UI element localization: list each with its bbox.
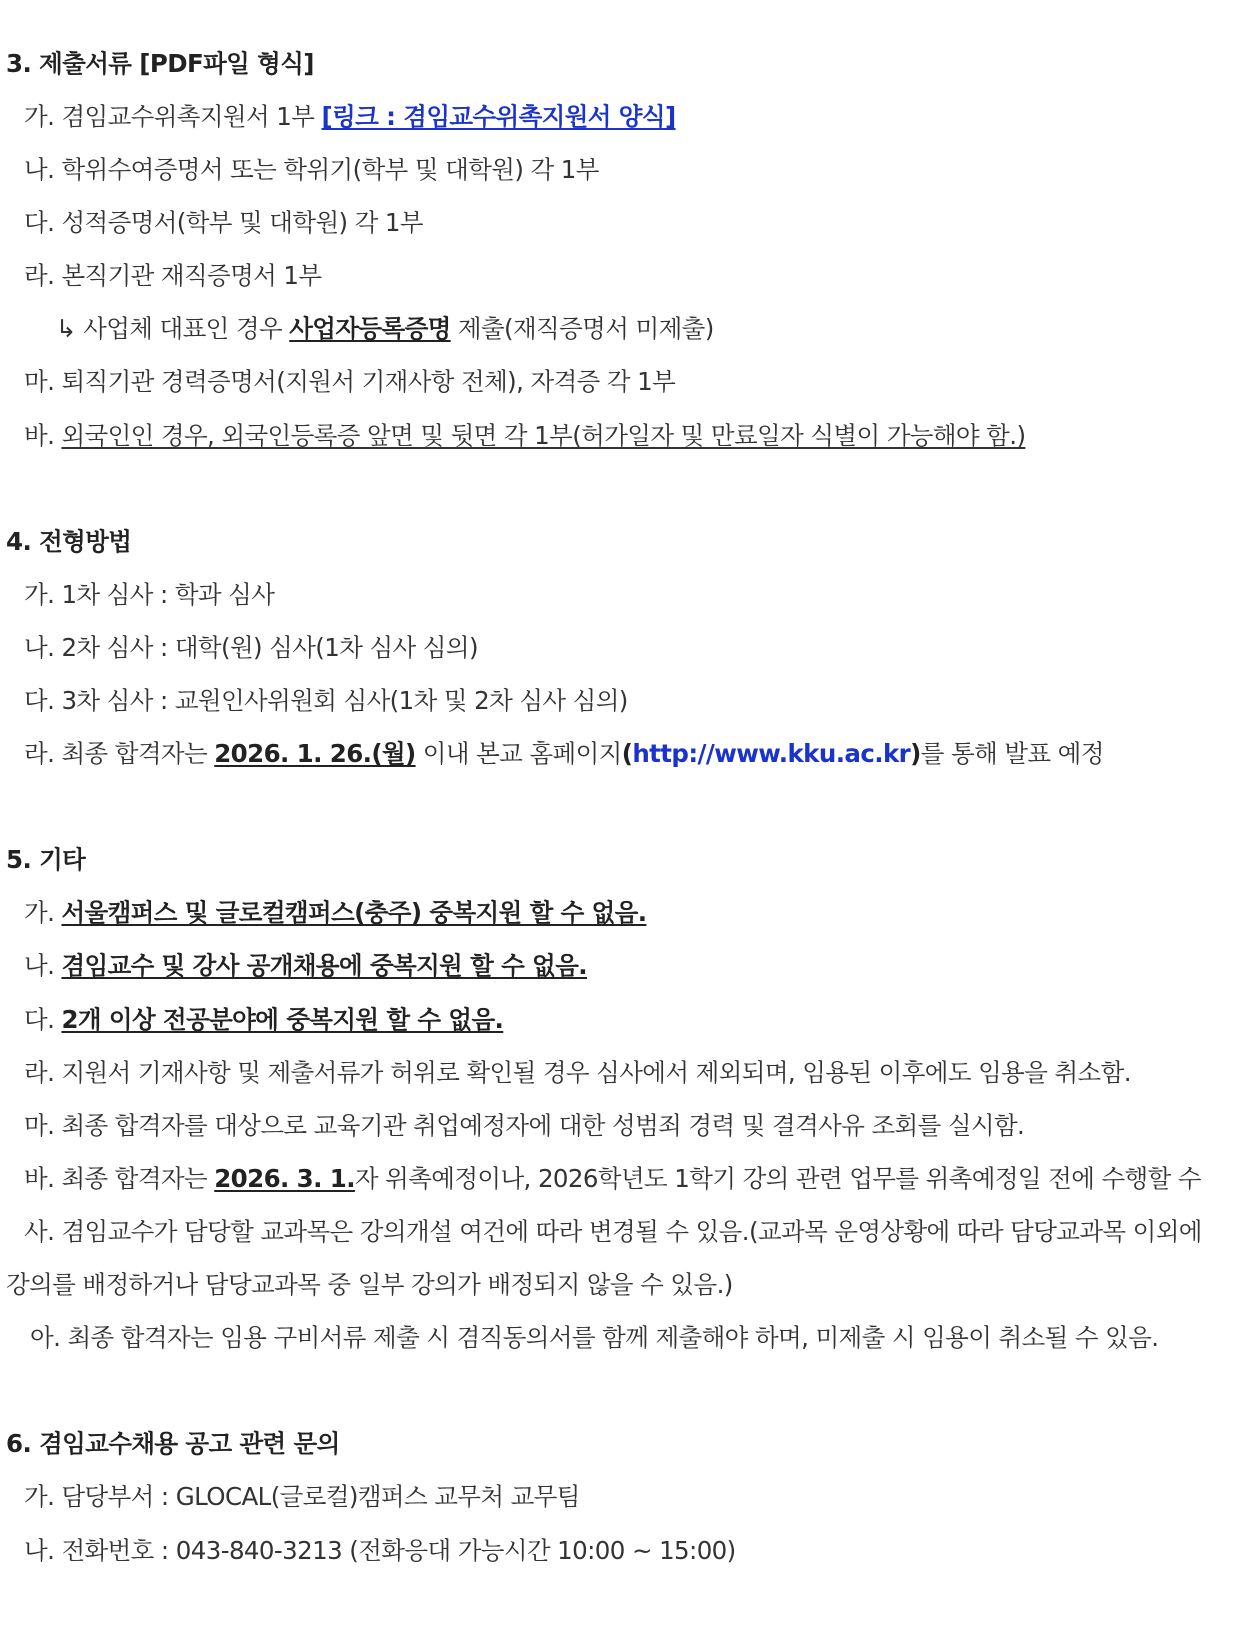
section-5-item-na-text: 겸임교수 및 강사 공개채용에 중복지원 할 수 없음.: [61, 951, 588, 980]
section-4-item-ra-post: 를 통해 발표 예정: [920, 739, 1104, 768]
url-paren-open: (: [621, 739, 633, 768]
section-4-heading: 4. 전형방법: [6, 527, 132, 556]
section-5-item-na-prefix: 나.: [24, 951, 62, 980]
section-3-item-ba-prefix: 바.: [24, 421, 62, 450]
announcement-date: 2026. 1. 26.(월): [214, 739, 416, 768]
section-5-item-ga: [24, 897, 646, 929]
section-3-item-ma: 마. 퇴직기관 경력증명서(지원서 기재사항 전체), 자격증 각 1부: [24, 367, 676, 396]
url-paren-close: ): [910, 739, 921, 768]
section-3-item-ga-text: 가. 겸임교수위촉지원서 1부: [24, 102, 322, 131]
section-5-item-ba-pre: 바. 최종 합격자는: [24, 1164, 215, 1193]
section-3-item-ra-sub-pre: 사업체 대표인 경우: [75, 314, 290, 343]
section-4-item-da: 다. 3차 심사 : 교원인사위원회 심사(1차 및 2차 심사 심의): [24, 686, 628, 715]
section-3-item-da: 다. 성적증명서(학부 및 대학원) 각 1부: [24, 208, 423, 237]
section-3-item-ba: [24, 420, 1025, 452]
section-5-item-sa-line1: 사. 겸임교수가 담당할 교과목은 강의개설 여건에 따라 변경될 수 있음.(교과목 운영상황에 따라 담당교과목 이외에: [24, 1217, 1202, 1246]
section-3-item-na: 나. 학위수여증명서 또는 학위기(학부 및 대학원) 각 1부: [24, 155, 599, 184]
section-4-item-ra-mid: 이내 본교 홈페이지: [415, 739, 622, 768]
application-form-link[interactable]: [링크 : 겸임교수위촉지원서 양식]: [321, 102, 676, 131]
section-4-item-ga: 가. 1차 심사 : 학과 심사: [24, 580, 275, 609]
business-registration-emphasis: 사업자등록증명: [289, 314, 451, 343]
section-5-item-da: [24, 1004, 503, 1036]
section-5-item-ga-prefix: 가.: [24, 898, 62, 927]
section-5-item-na: [24, 950, 587, 982]
section-5-item-da-text: 2개 이상 전공분야에 중복지원 할 수 없음.: [61, 1005, 504, 1034]
section-5-item-ga-text: 서울캠퍼스 및 글로컬캠퍼스(충주) 중복지원 할 수 없음.: [61, 898, 647, 927]
section-3-item-ra-sub-post: 제출(재직증명서 미제출): [450, 314, 714, 343]
section-3-item-ga: [24, 101, 676, 133]
appointment-date: 2026. 3. 1.: [214, 1164, 355, 1193]
section-3-heading: 3. 제출서류 [PDF파일 형식]: [6, 49, 314, 78]
section-5-heading: 5. 기타: [6, 845, 86, 874]
section-5-item-sa-line2: 강의를 배정하거나 담당교과목 중 일부 강의가 배정되지 않을 수 있음.): [6, 1270, 733, 1299]
section-3-item-ba-text: 외국인인 경우, 외국인등록증 앞면 및 뒷면 각 1부(허가일자 및 만료일자 식별이 가능해야 함.): [61, 421, 1026, 450]
section-5-item-ma: 마. 최종 합격자를 대상으로 교육기관 취업예정자에 대한 성범죄 경력 및 결격사유 조회를 실시함.: [24, 1111, 1025, 1140]
section-5-item-ra: 라. 지원서 기재사항 및 제출서류가 허위로 확인될 경우 심사에서 제외되며, 임용된 이후에도 임용을 취소함.: [24, 1058, 1131, 1087]
section-5-item-a: 아. 최종 합격자는 임용 구비서류 제출 시 겸직동의서를 함께 제출해야 하며, 미제출 시 임용이 취소될 수 있음.: [30, 1323, 1159, 1352]
section-6-item-ga: 가. 담당부서 : GLOCAL(글로컬)캠퍼스 교무처 교무팀: [24, 1482, 580, 1511]
homepage-url-link[interactable]: http://www.kku.ac.kr: [632, 739, 911, 768]
section-3-item-ra-sub: [56, 313, 714, 345]
section-4-item-ra: [24, 738, 1104, 770]
section-3-item-ra: 라. 본직기관 재직증명서 1부: [24, 261, 322, 290]
section-5-item-da-prefix: 다.: [24, 1005, 62, 1034]
section-4-item-ra-pre: 라. 최종 합격자는: [24, 739, 215, 768]
section-6-item-na: 나. 전화번호 : 043-840-3213 (전화응대 가능시간 10:00 ~ 15:00): [24, 1536, 736, 1565]
sub-arrow-icon: ↳: [56, 314, 76, 343]
section-4-item-na: 나. 2차 심사 : 대학(원) 심사(1차 심사 심의): [24, 633, 478, 662]
section-5-item-ba-post: 자 위촉예정이나, 2026학년도 1학기 강의 관련 업무를 위촉예정일 전에 수행할 수: [354, 1164, 1201, 1193]
section-6-heading: 6. 겸임교수채용 공고 관련 문의: [6, 1429, 340, 1458]
section-5-item-ba: [24, 1163, 1201, 1195]
